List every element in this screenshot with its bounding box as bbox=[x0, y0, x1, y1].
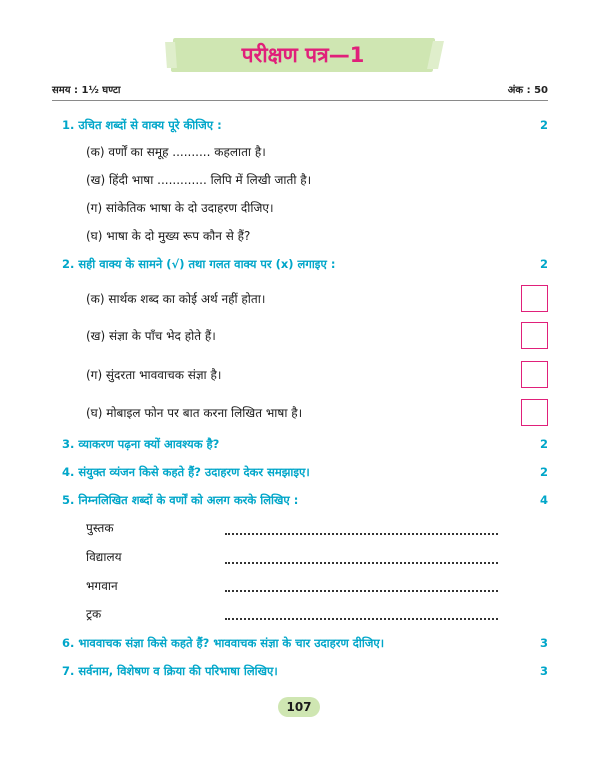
question-marks: 2 bbox=[539, 465, 548, 479]
question-label: 2. सही वाक्य के सामने (√) तथा गलत वाक्य पर (x) लगाइए : bbox=[62, 257, 336, 271]
question-label: 4. संयुक्त व्यंजन किसे कहते हैं? उदाहरण देकर समझाइए। bbox=[62, 465, 310, 479]
question-5 bbox=[62, 493, 548, 508]
question-marks: 2 bbox=[539, 118, 548, 132]
question-label: 5. निम्नलिखित शब्दों के वर्णों को अलग करके लिखिए : bbox=[62, 493, 299, 507]
question-label: 6. भाववाचक संज्ञा किसे कहते हैं? भाववाचक संज्ञा के चार उदाहरण दीजिए। bbox=[62, 636, 385, 650]
q1-item-a: (क) वर्णों का समूह .......... कहलाता है। bbox=[86, 145, 266, 159]
answer-line[interactable] bbox=[225, 562, 498, 564]
q1-item-d: (घ) भाषा के दो मुख्य रूप कौन से हैं? bbox=[86, 229, 251, 243]
q5-word-2: विद्यालय bbox=[86, 550, 122, 564]
answer-checkbox-d[interactable] bbox=[521, 399, 548, 426]
question-label: 1. उचित शब्दों से वाक्य पूरे कीजिए : bbox=[62, 118, 222, 132]
q1-item-b: (ख) हिंदी भाषा ............. लिपि में लिखी जाती है। bbox=[86, 173, 312, 187]
question-2 bbox=[62, 257, 548, 272]
header-divider bbox=[52, 100, 548, 101]
page-number: 107 bbox=[278, 697, 320, 717]
question-6 bbox=[62, 636, 548, 651]
q2-item-b: (ख) संज्ञा के पाँच भेद होते हैं। bbox=[86, 329, 216, 343]
question-4 bbox=[62, 465, 548, 480]
q5-word-1: पुस्तक bbox=[86, 521, 114, 535]
question-label: 3. व्याकरण पढ़ना क्यों आवश्यक है? bbox=[62, 437, 220, 451]
answer-checkbox-b[interactable] bbox=[521, 322, 548, 349]
q5-word-4: ट्रक bbox=[86, 607, 102, 621]
q5-word-3: भगवान bbox=[86, 579, 118, 593]
answer-checkbox-c[interactable] bbox=[521, 361, 548, 388]
total-marks: अंक : 50 bbox=[507, 85, 548, 96]
question-marks: 3 bbox=[539, 664, 548, 678]
question-3 bbox=[62, 437, 548, 452]
question-marks: 2 bbox=[539, 437, 548, 451]
q2-item-d: (घ) मोबाइल फोन पर बात करना लिखित भाषा है। bbox=[86, 406, 303, 420]
answer-checkbox-a[interactable] bbox=[521, 285, 548, 312]
question-marks: 2 bbox=[539, 257, 548, 271]
q2-item-a: (क) सार्थक शब्द का कोई अर्थ नहीं होता। bbox=[86, 292, 266, 306]
q1-item-c: (ग) सांकेतिक भाषा के दो उदाहरण दीजिए। bbox=[86, 201, 274, 215]
time-allowed: समय : 1½ घण्टा bbox=[52, 85, 121, 96]
page-title: परीक्षण पत्र—1 bbox=[241, 43, 365, 67]
answer-line[interactable] bbox=[225, 618, 498, 620]
question-marks: 4 bbox=[539, 493, 548, 507]
question-1 bbox=[62, 118, 548, 133]
question-label: 7. सर्वनाम, विशेषण व क्रिया की परिभाषा लिखिए। bbox=[62, 664, 278, 678]
answer-line[interactable] bbox=[225, 590, 498, 592]
answer-line[interactable] bbox=[225, 533, 498, 535]
q2-item-c: (ग) सुंदरता भाववाचक संज्ञा है। bbox=[86, 368, 222, 382]
question-7 bbox=[62, 664, 548, 679]
question-marks: 3 bbox=[539, 636, 548, 650]
